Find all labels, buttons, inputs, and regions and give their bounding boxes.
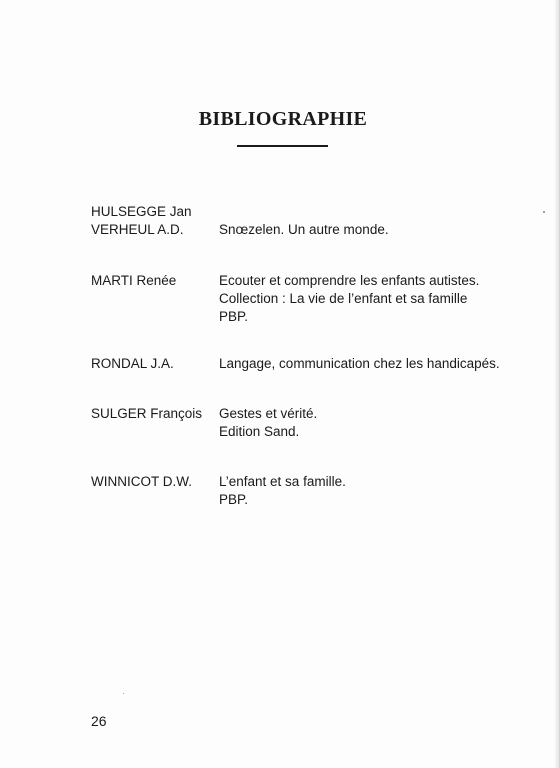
entry-authors (91, 272, 216, 290)
reference-line (219, 203, 539, 221)
reference-line: Gestes et vérité. (219, 406, 318, 421)
scan-speck (543, 211, 545, 213)
entry-reference (219, 405, 539, 441)
author-name: VERHEUL A.D. (91, 222, 184, 237)
scan-speck (123, 693, 124, 694)
reference-line: Snœzelen. Un autre monde. (219, 222, 389, 237)
entry-authors (91, 405, 216, 423)
author-name: WINNICOT D.W. (91, 474, 192, 489)
page-number: 26 (91, 713, 107, 729)
entry-reference (219, 355, 539, 373)
reference-line: L’enfant et sa famille. (219, 474, 346, 489)
reference-line: Langage, communication chez les handicapés. (219, 356, 500, 371)
reference-line: Collection : La vie de l’enfant et sa famille (219, 291, 468, 306)
author-name: HULSEGGE Jan (91, 204, 192, 219)
entry-reference (219, 473, 539, 509)
entry-reference (219, 203, 539, 239)
reference-line: PBP. (219, 309, 249, 324)
page-title: BIBLIOGRAPHIE (198, 108, 368, 130)
reference-line: Ecouter et comprendre les enfants autistes. (219, 273, 480, 288)
reference-line: Edition Sand. (219, 424, 300, 439)
reference-line: PBP. (219, 492, 249, 507)
title-underline (237, 145, 328, 147)
entry-authors (91, 473, 216, 491)
entry-authors (91, 355, 216, 373)
entry-authors (91, 203, 216, 239)
author-name: RONDAL J.A. (91, 356, 174, 371)
author-name: MARTI Renée (91, 273, 177, 288)
entry-reference (219, 272, 539, 326)
author-name: SULGER François (91, 406, 203, 421)
